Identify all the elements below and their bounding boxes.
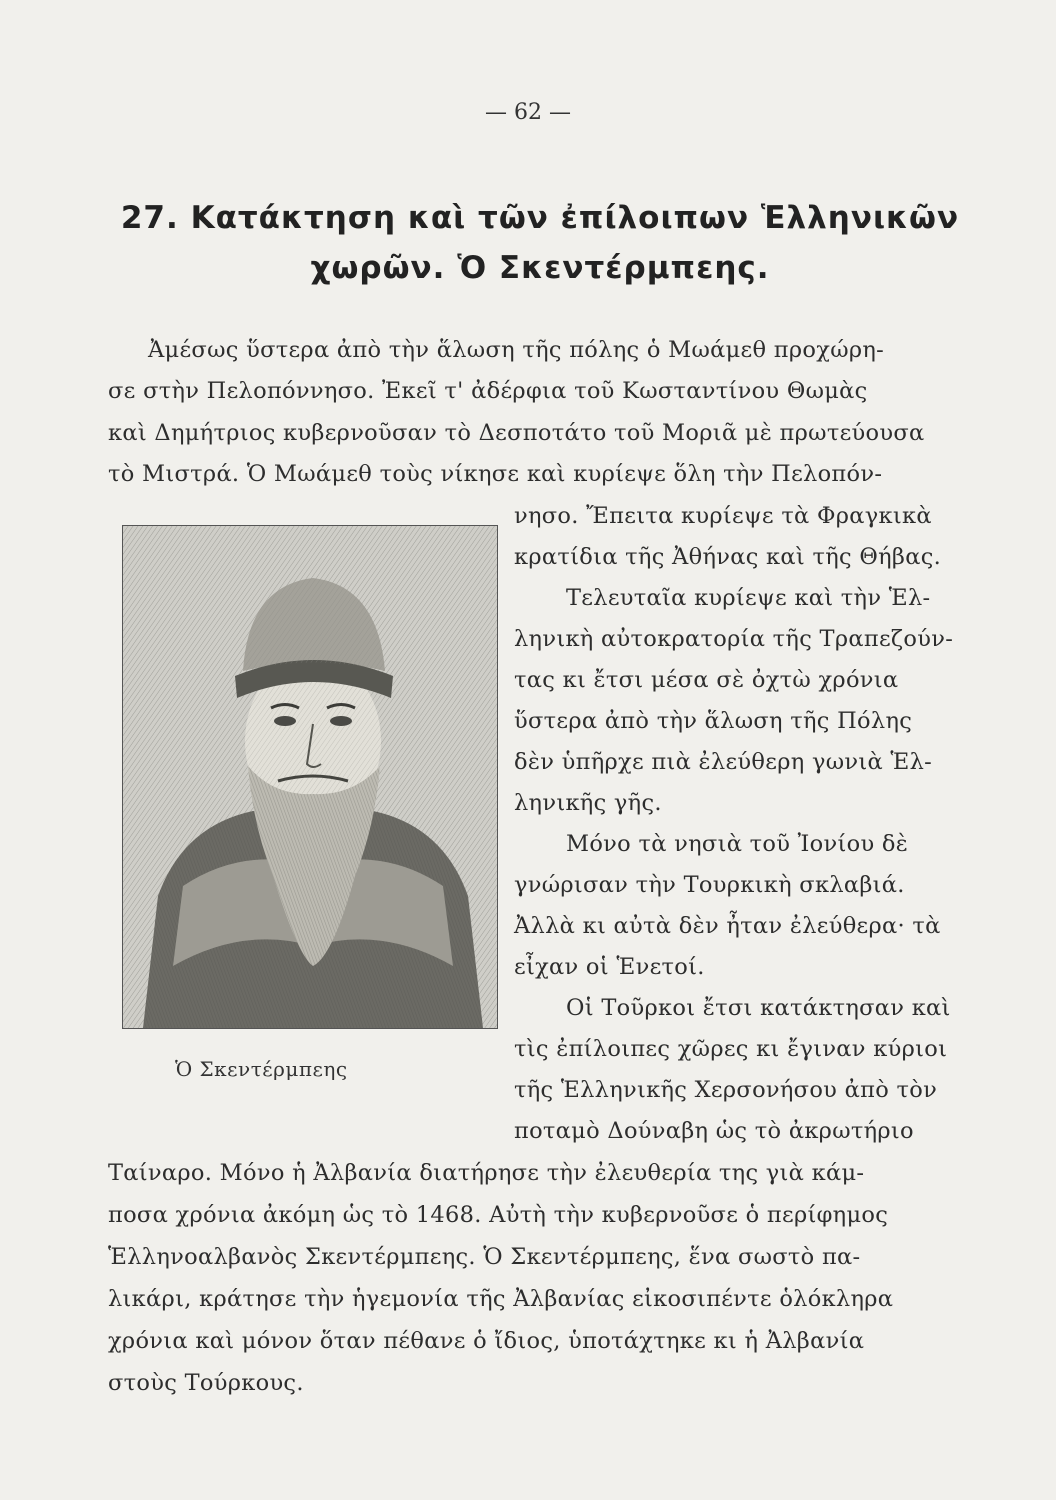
text-line: Οἱ Τοῦρκοι ἔτσι κατάκτησαν καὶ [566,995,951,1021]
text-line: τὶς ἐπίλοιπες χῶρες κι ἔγιναν κύριοι [514,1036,948,1062]
text-line: χρόνια καὶ μόνον ὅταν πέθανε ὁ ἴδιος, ὑποτάχτηκε κι ἡ Ἀλβανία [108,1328,865,1354]
portrait-image [122,525,498,1029]
text-line: νησο. Ἔπειτα κυρίεψε τὰ Φραγκικὰ [514,503,932,529]
text-line: τῆς Ἑλληνικῆς Χερσονήσου ἀπὸ τὸν [514,1077,938,1103]
text-line: Ἀμέσως ὕστερα ἀπὸ τὴν ἅλωση τῆς πόλης ὁ Μωάμεθ προχώρη- [148,337,885,363]
text-line: στοὺς Τούρκους. [108,1370,304,1396]
text-line: ληνικὴ αὐτοκρατορία τῆς Τραπεζούν- [514,626,954,652]
text-line: Ταίναρο. Μόνο ἡ Ἀλβανία διατήρησε τὴν ἐλευθερία της γιὰ κάμ- [108,1160,865,1186]
text-line: δὲν ὑπῆρχε πιὰ ἐλεύθερη γωνιὰ Ἑλ- [514,749,933,775]
text-line: Μόνο τὰ νησιὰ τοῦ Ἰονίου δὲ [566,831,909,857]
text-line: Ἀλλὰ κι αὐτὰ δὲν ἦταν ἐλεύθερα· τὰ [514,913,941,939]
text-line: ληνικῆς γῆς. [514,790,662,816]
chapter-title-line-2: χωρῶν. Ὁ Σκεντέρμπεης. [310,250,770,286]
text-line: τὸ Μιστρά. Ὁ Μωάμεθ τοὺς νίκησε καὶ κυρίεψε ὅλη τὴν Πελοπόν- [108,461,883,487]
text-line: κρατίδια τῆς Ἀθήνας καὶ τῆς Θήβας. [514,544,942,570]
chapter-title-line-1: 27. Κατάκτηση καὶ τῶν ἐπίλοιπων Ἑλληνικῶν [120,200,960,236]
portrait-caption: Ὁ Σκεντέρμπεης [175,1057,348,1081]
portrait-illustration [123,526,497,1028]
page-number: — 62 — [485,100,571,125]
text-line: ποσα χρόνια ἀκόμη ὡς τὸ 1468. Αὐτὴ τὴν κυβερνοῦσε ὁ περίφημος [108,1202,889,1228]
text-line: εἶχαν οἱ Ἑνετοί. [514,954,705,980]
text-line: γνώρισαν τὴν Τουρκικὴ σκλαβιά. [514,872,905,898]
text-line: ποταμὸ Δούναβη ὡς τὸ ἀκρωτήριο [514,1118,914,1144]
text-line: καὶ Δημήτριος κυβερνοῦσαν τὸ Δεσποτάτο τοῦ Μοριᾶ μὲ πρωτεύουσα [108,420,925,446]
text-line: Τελευταῖα κυρίεψε καὶ τὴν Ἑλ- [566,585,931,611]
text-line: σε στὴν Πελοπόννησο. Ἐκεῖ τ' ἀδέρφια τοῦ Κωσταντίνου Θωμὰς [108,378,868,404]
text-line: ὕστερα ἀπὸ τὴν ἅλωση τῆς Πόλης [514,708,913,734]
text-line: τας κι ἔτσι μέσα σὲ ὀχτὼ χρόνια [514,667,899,693]
text-line: Ἑλληνοαλβανὸς Σκεντέρμπεης. Ὁ Σκεντέρμπεης, ἕνα σωστὸ πα- [108,1244,861,1270]
text-line: λικάρι, κράτησε τὴν ἡγεμονία τῆς Ἀλβανίας εἰκοσιπέντε ὁλόκληρα [108,1286,894,1312]
